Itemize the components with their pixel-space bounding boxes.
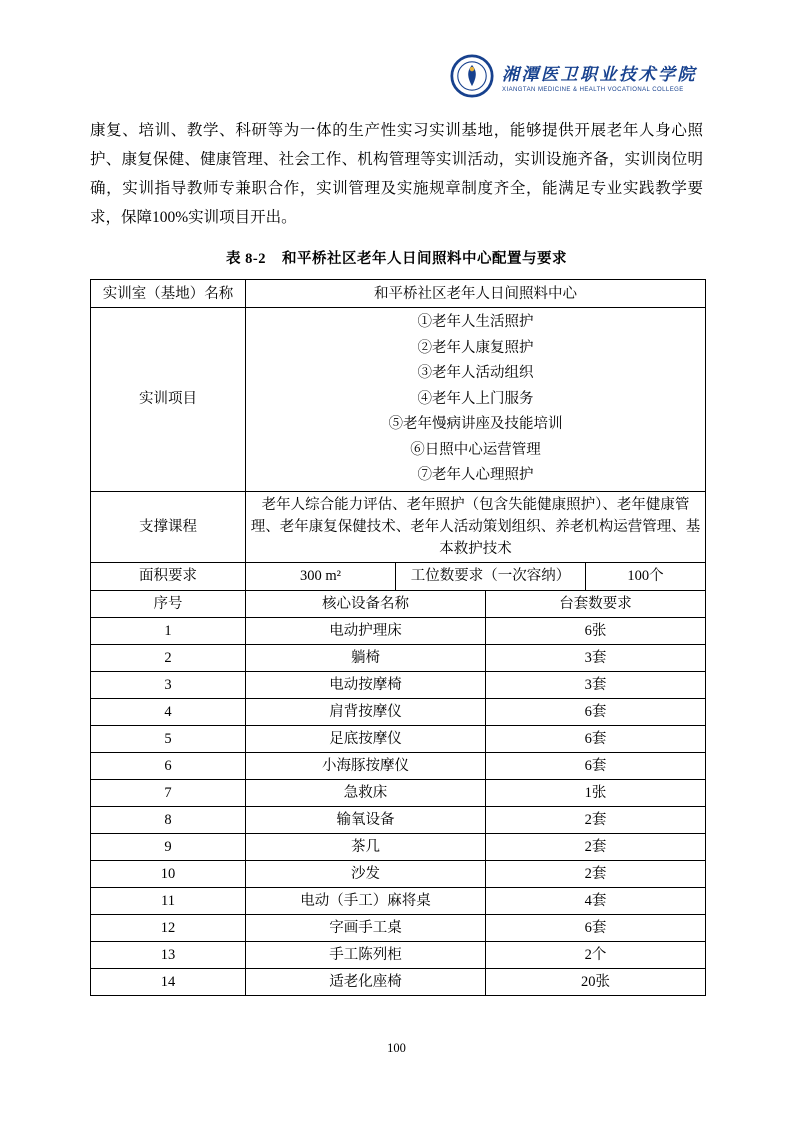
table-row-room	[91, 280, 706, 308]
equipment-qty-cell: 6套	[486, 698, 706, 725]
college-name: 湘潭医卫职业技术学院	[502, 64, 697, 84]
area-value-cell: 300 m²	[246, 562, 396, 590]
equipment-name-cell: 输氧设备	[246, 806, 486, 833]
equipment-index-cell: 9	[91, 833, 246, 860]
equipment-index-cell: 7	[91, 779, 246, 806]
equipment-name-cell: 适老化座椅	[246, 968, 486, 995]
equipment-name-cell: 电动护理床	[246, 617, 486, 644]
table-row	[91, 698, 706, 725]
equipment-name-cell: 电动（手工）麻将桌	[246, 887, 486, 914]
equipment-qty-cell: 2套	[486, 860, 706, 887]
project-item: ⑦老年人心理照护	[417, 467, 534, 483]
equipment-index-cell: 13	[91, 941, 246, 968]
equipment-index-cell: 2	[91, 644, 246, 671]
project-item: ②老年人康复照护	[417, 339, 534, 356]
area-label-cell: 面积要求	[91, 562, 246, 590]
table-caption-title: 和平桥社区老年人日间照料中心配置与要求	[281, 251, 567, 267]
project-item: ⑥日照中心运营管理	[410, 441, 541, 458]
table-row	[91, 968, 706, 995]
table-caption-label: 表 8-2	[226, 251, 266, 267]
equipment-index-cell: 1	[91, 617, 246, 644]
projects-list	[246, 308, 706, 492]
college-logo-text	[502, 60, 697, 93]
project-item: ③老年人活动组织	[417, 365, 534, 381]
table-row	[91, 806, 706, 833]
page-number: 100	[387, 1041, 406, 1055]
equipment-index-cell: 11	[91, 887, 246, 914]
equipment-header-name: 核心设备名称	[246, 590, 486, 617]
capacity-value-cell: 100个	[586, 562, 706, 590]
equipment-qty-cell: 3套	[486, 671, 706, 698]
equipment-index-cell: 4	[91, 698, 246, 725]
equipment-qty-cell: 2个	[486, 941, 706, 968]
equipment-name-cell: 字画手工桌	[246, 914, 486, 941]
table-row	[91, 725, 706, 752]
equipment-header-row	[91, 590, 706, 617]
page-footer	[0, 1041, 793, 1056]
equipment-name-cell: 茶几	[246, 833, 486, 860]
table-row	[91, 752, 706, 779]
table-caption	[90, 247, 703, 268]
equipment-qty-cell: 2套	[486, 806, 706, 833]
project-item: ⑤老年慢病讲座及技能培训	[388, 416, 563, 432]
equipment-index-cell: 12	[91, 914, 246, 941]
capacity-label-cell: 工位数要求（一次容纳）	[396, 562, 586, 590]
college-emblem-icon	[450, 54, 494, 98]
equipment-qty-cell: 2套	[486, 833, 706, 860]
equipment-qty-cell: 6套	[486, 752, 706, 779]
college-name-english: XIANGTAN MEDICINE & HEALTH VOCATIONAL COLLEGE	[502, 86, 684, 93]
equipment-qty-cell: 4套	[486, 887, 706, 914]
table-row	[91, 779, 706, 806]
room-label-cell: 实训室（基地）名称	[91, 280, 246, 308]
courses-label-cell: 支撑课程	[91, 491, 246, 562]
equipment-name-cell: 电动按摩椅	[246, 671, 486, 698]
equipment-index-cell: 5	[91, 725, 246, 752]
project-item: ①老年人生活照护	[417, 314, 534, 330]
table-row-area	[91, 562, 706, 590]
equipment-qty-cell: 6套	[486, 914, 706, 941]
equipment-name-cell: 沙发	[246, 860, 486, 887]
spec-table	[90, 279, 706, 996]
page-header	[450, 54, 697, 98]
equipment-index-cell: 8	[91, 806, 246, 833]
equipment-index-cell: 6	[91, 752, 246, 779]
equipment-index-cell: 3	[91, 671, 246, 698]
table-row-projects	[91, 308, 706, 492]
table-row	[91, 671, 706, 698]
equipment-name-cell: 躺椅	[246, 644, 486, 671]
equipment-qty-cell: 3套	[486, 644, 706, 671]
room-value-cell: 和平桥社区老年人日间照料中心	[246, 280, 706, 308]
table-row	[91, 860, 706, 887]
projects-label-cell: 实训项目	[91, 308, 246, 492]
equipment-index-cell: 14	[91, 968, 246, 995]
equipment-name-cell: 急救床	[246, 779, 486, 806]
table-row	[91, 941, 706, 968]
equipment-name-cell: 足底按摩仪	[246, 725, 486, 752]
table-row	[91, 833, 706, 860]
equipment-name-cell: 手工陈列柜	[246, 941, 486, 968]
equipment-qty-cell: 6套	[486, 725, 706, 752]
body-paragraph: 康复、培训、教学、科研等为一体的生产性实习实训基地，能够提供开展老年人身心照护、康复保健、健康管理、社会工作、机构管理等实训活动，实训设施齐备，实训岗位明确，实训指导教师专兼职合作，实训管理及实施规章制度齐全，能满足专业实践教学要求，保障100%实训项目开出。	[90, 122, 703, 226]
table-row	[91, 617, 706, 644]
equipment-header-index: 序号	[91, 590, 246, 617]
project-item: ④老年人上门服务	[417, 390, 534, 407]
equipment-rows	[91, 617, 706, 995]
equipment-qty-cell: 6张	[486, 617, 706, 644]
table-row	[91, 914, 706, 941]
equipment-qty-cell: 1张	[486, 779, 706, 806]
courses-value-cell: 老年人综合能力评估、老年照护（包含失能健康照护）、老年健康管理、老年康复保健技术、老年人活动策划组织、养老机构运营管理、基本救护技术	[246, 491, 706, 562]
equipment-name-cell: 小海豚按摩仪	[246, 752, 486, 779]
table-row	[91, 887, 706, 914]
equipment-header-qty: 台套数要求	[486, 590, 706, 617]
equipment-qty-cell: 20张	[486, 968, 706, 995]
equipment-index-cell: 10	[91, 860, 246, 887]
equipment-name-cell: 肩背按摩仪	[246, 698, 486, 725]
table-row-courses	[91, 491, 706, 562]
table-row	[91, 644, 706, 671]
